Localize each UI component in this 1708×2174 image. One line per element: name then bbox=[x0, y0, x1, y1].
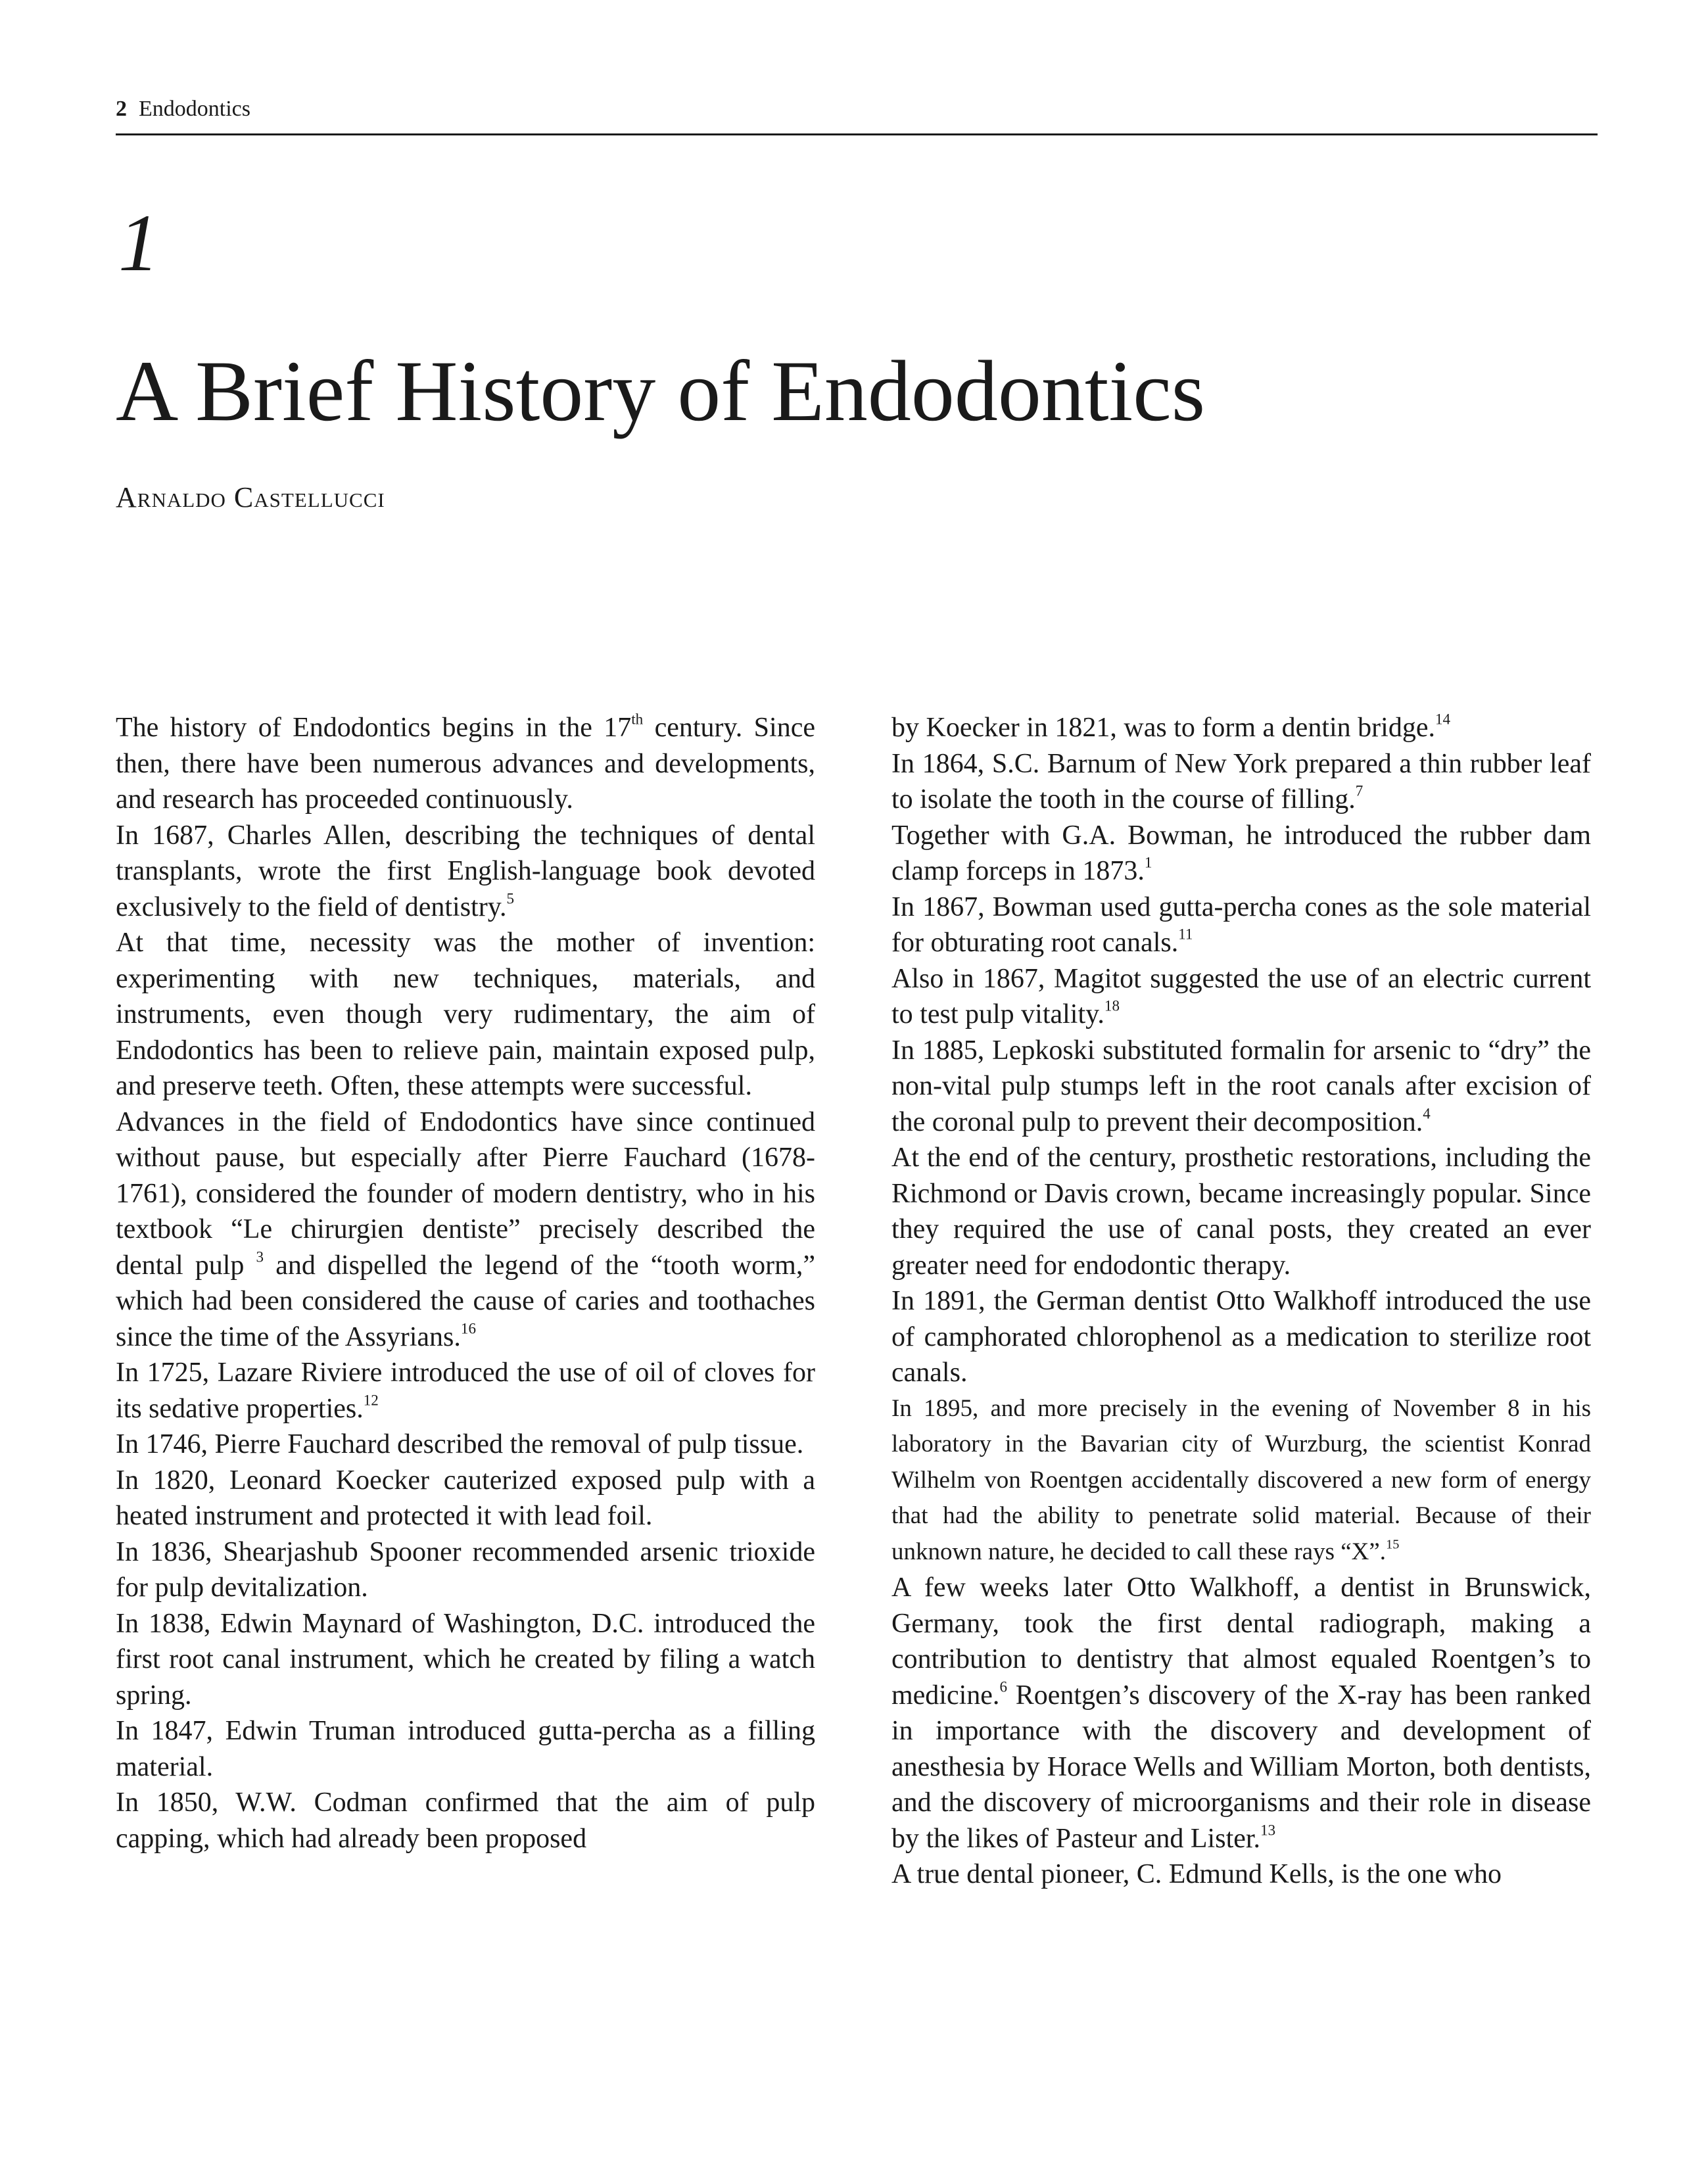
paragraph: In 1725, Lazare Riviere introduced the use of oil of cloves for its sedative properties.$^{12}$ bbox=[116, 1358, 815, 1424]
paragraph: In 1820, Leonard Koecker cauterized exposed pulp with a heated instrument and protected it with lead foil. bbox=[116, 1465, 815, 1531]
citation: 18 bbox=[1104, 997, 1120, 1014]
paragraph: At that time, necessity was the mother of invention: experimenting with new techniques, materials, and instruments, even though very rudimentary, the aim of Endodontics has been to relieve pain, maintain exposed pulp, and preserve teeth. Often, these attempts were successful. bbox=[116, 928, 815, 1101]
paragraph: Also in 1867, Magitot suggested the use of an electric current to test pulp vitality.$^{18}$ bbox=[891, 963, 1591, 1029]
paragraph: In 1867, Bowman used gutta-percha cones as the sole material for obturating root canals.$^{11}$ bbox=[891, 891, 1591, 958]
citation: 16 bbox=[460, 1319, 476, 1337]
citation: 11 bbox=[1178, 925, 1193, 943]
paragraph: In 1836, Shearjashub Spooner recommended arsenic trioxide for pulp devitalization. bbox=[116, 1536, 815, 1603]
paragraph: A few weeks later Otto Walkhoff, a dentist in Brunswick, Germany, took the first dental radiograph, making a contribution to dentistry that almost equaled Roentgen’s to medicine.$^6$ Roentgen’s discovery of the X-ray has been ranked in importance with the discovery and development of anesthesia by Horace Wells and William Morton, both dentists, and the discovery of microorganisms and their role in disease by the likes of Pasteur and Lister.$^{13}$ bbox=[891, 1572, 1591, 1854]
paragraph: In 1847, Edwin Truman introduced gutta-percha as a filling material. bbox=[116, 1716, 815, 1782]
paragraph: A true dental pioneer, C. Edmund Kells, is the one who bbox=[891, 1859, 1502, 1889]
header-rule bbox=[116, 133, 1598, 135]
paragraph: In 1850, W.W. Codman confirmed that the aim of pulp capping, which had already been proposed bbox=[116, 1787, 815, 1854]
chapter-author: Arnaldo Castellucci bbox=[116, 481, 385, 513]
paragraph: In 1864, S.C. Barnum of New York prepared a thin rubber leaf to isolate the tooth in the course of filling.$^7$ bbox=[891, 748, 1591, 815]
chapter-title: A Brief History of Endodontics bbox=[116, 343, 1206, 439]
paragraph: In 1838, Edwin Maynard of Washington, D.C. introduced the first root canal instrument, which he created by filing a watch spring. bbox=[116, 1608, 815, 1711]
right-column bbox=[891, 710, 1591, 1893]
citation: 14 bbox=[1435, 710, 1451, 728]
paragraph: Advances in the field of Endodontics have since continued without pause, but especially after Pierre Fauchard (1678-1761), considered the founder of modern dentistry, who in his textbook “Le chirurgien dentiste” precisely described the dental pulp $^3$ and dispelled the legend of the “tooth worm,” which had been considered the cause of caries and toothaches since the time of the Assyrians.$^{16}$ bbox=[116, 1106, 815, 1352]
citation: 1 bbox=[1144, 853, 1152, 871]
running-head bbox=[116, 96, 250, 122]
superscript: th bbox=[631, 710, 644, 728]
paragraph: In 1891, the German dentist Otto Walkhoff introduced the use of camphorated chlorophenol as a medication to sterilize root canals. bbox=[891, 1286, 1591, 1388]
page-number: 2 bbox=[116, 97, 127, 121]
chapter-number: 1 bbox=[118, 198, 159, 288]
paragraph: In 1746, Pierre Fauchard described the removal of pulp tissue. bbox=[116, 1429, 804, 1459]
citation: 12 bbox=[363, 1391, 379, 1409]
paragraph: Together with G.A. Bowman, he introduced the rubber dam clamp forceps in 1873.$^1$ bbox=[891, 820, 1591, 886]
citation: 7 bbox=[1355, 782, 1364, 799]
paragraph: In 1895, and more precisely in the evening of November 8 in his laboratory in the Bavarian city of Wurzburg, the scientist Konrad Wilhelm von Roentgen accidentally discovered a new form of energy that had the ability to penetrate solid material. Because of their unknown nature, he decided to call these rays “X”.$^{15}$ bbox=[891, 1394, 1591, 1565]
citation: 3 bbox=[256, 1248, 264, 1265]
paragraph: In 1885, Lepkoski substituted formalin for arsenic to “dry” the non-vital pulp stumps left in the root canals after excision of the coronal pulp to prevent their decomposition.$^4$ bbox=[891, 1035, 1591, 1137]
paragraph: At the end of the century, prosthetic restorations, including the Richmond or Davis crown, became increasingly popular. Since they required the use of canal posts, they created an ever greater need for endodontic therapy. bbox=[891, 1143, 1591, 1281]
citation: 5 bbox=[506, 889, 515, 907]
citation: 6 bbox=[999, 1678, 1007, 1695]
citation: 15 bbox=[1386, 1537, 1400, 1552]
left-column bbox=[116, 710, 815, 1856]
running-title: Endodontics bbox=[139, 97, 250, 121]
paragraph: The history of Endodontics begins in the 17th century. Since then, there have been numerous advances and developments, and research has proceeded continuously. bbox=[116, 710, 815, 815]
paragraph: by Koecker in 1821, was to form a dentin bridge.$^{14}$ bbox=[891, 710, 1451, 743]
citation: 4 bbox=[1423, 1104, 1431, 1122]
citation: 13 bbox=[1260, 1821, 1276, 1839]
paragraph: In 1687, Charles Allen, describing the techniques of dental transplants, wrote the first English-language book devoted exclusively to the field of dentistry.$^5$ bbox=[116, 820, 815, 922]
